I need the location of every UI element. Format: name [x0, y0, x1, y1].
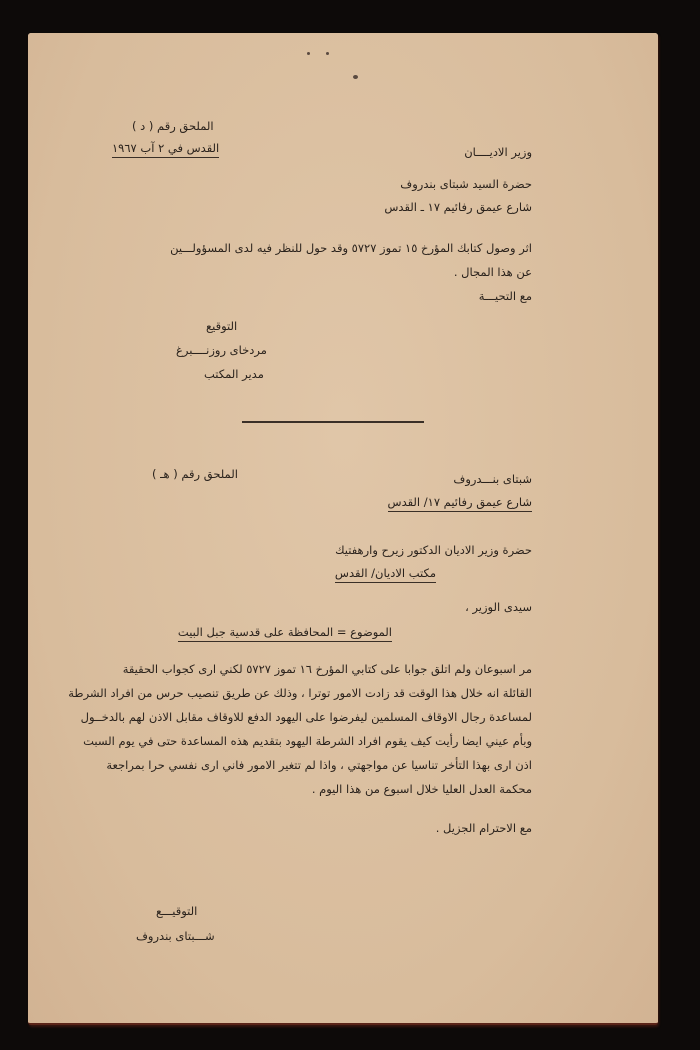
- letter1-address: شارع عيمق رفائيم ١٧ ـ القدس: [384, 200, 532, 214]
- letter2-signer-name: شـــبتاى بندروف: [136, 929, 215, 943]
- letter1-addressee: حضرة السيد شبتاى بندروف: [400, 177, 532, 191]
- letter2-body-line: مر اسبوعان ولم اتلق جوابا على كتابي المؤرخ ١٦ تموز ٥٧٢٧ لكني ارى كجواب الحقيقة: [122, 662, 532, 676]
- letter2-sender-address: شارع عيمق رفائيم ١٧/ القدس: [388, 495, 532, 512]
- ink-speck: [353, 75, 358, 79]
- letter2-recipient: حضرة وزير الاديان الدكتور زيرح وارهفتيك: [335, 543, 532, 557]
- letter2-body-line: محكمة العدل العليا خلال اسبوع من هذا اليوم .: [311, 782, 532, 796]
- letter2-body-line: لمساعدة رجال الاوقاف المسلمين ليفرضوا على اليهود الدفع للاوقاف مقابل الاذن لهم بالدخــول: [80, 710, 532, 724]
- letter1-annex-label: الملحق رقم ( د ): [132, 119, 214, 133]
- letter1-body-line: عن هذا المجال .: [453, 265, 532, 279]
- ink-speck: [326, 52, 329, 55]
- letter1-signer-name: مردخاى روزنــــبرغ: [176, 343, 267, 357]
- ink-speck: [307, 52, 310, 55]
- letter2-subject: الموضوع = المحافظة على قدسية جبل البيت: [178, 625, 392, 642]
- letter2-closing: مع الاحترام الجزيل .: [435, 821, 532, 835]
- letter2-salutation: سيدى الوزير ،: [465, 600, 532, 614]
- letter2-body-line: اذن ارى بهذا التأخر تناسيا عن مواجهتي ، واذا لم تتغير الامور فاني ارى نفسي حرا بمراجعة: [106, 758, 532, 772]
- letter1-sender: وزير الاديــــان: [464, 145, 532, 159]
- letter1-closing: مع التحيـــة: [478, 289, 532, 303]
- letter2-signature-label: التوقيـــع: [156, 904, 198, 918]
- section-divider: [242, 421, 424, 423]
- letter2-body: [58, 657, 532, 801]
- letter2-recipient-office: مكتب الاديان/ القدس: [335, 566, 436, 583]
- letter2-body-line: وبأم عيني ايضا رأيت كيف يقوم افراد الشرطة اليهود بتقديم هذه المساعدة حتى في يوم السبت: [83, 734, 532, 748]
- letter1-place-date: القدس في ٢ آب ١٩٦٧: [112, 141, 219, 158]
- letter1-signer-title: مدير المكتب: [204, 367, 264, 381]
- letter1-body-line: اثر وصول كتابك المؤرخ ١٥ تموز ٥٧٢٧ وقد حول للنظر فيه لدى المسؤولـــين: [170, 241, 532, 255]
- letter2-body-line: القائلة انه خلال هذا الوقت قد زادت الامور توترا ، وذلك عن طريق تنصيب حرس من افراد الشرطة: [68, 686, 532, 700]
- letter2-sender-name: شبتاى بنـــدروف: [453, 472, 532, 486]
- document-page: [28, 33, 658, 1025]
- letter2-annex-label: الملحق رقم ( هـ ): [152, 467, 238, 481]
- letter1-signature-label: التوقيع: [206, 319, 238, 333]
